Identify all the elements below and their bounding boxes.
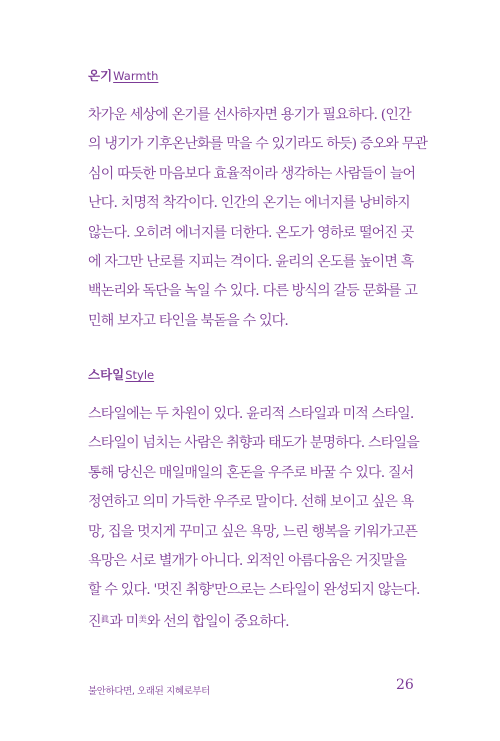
- body-line: 에 자그만 난로를 지피는 격이다. 윤리의 온도를 높이면 흑: [88, 254, 414, 271]
- section-heading: [88, 367, 418, 383]
- heading-korean: 온기: [88, 68, 113, 83]
- heading-english: Warmth: [113, 69, 159, 83]
- body-line: 할 수 있다. '멋진 취향'만으로는 스타일이 완성되지 않는다.: [88, 582, 420, 599]
- text-fragment: 과 미: [109, 613, 139, 630]
- body-line-last: [88, 606, 418, 637]
- body-line: 의 냉기가 기후온난화를 막을 수 있기라도 하듯) 증오와 무관: [88, 136, 428, 153]
- body-line: 민해 보자고 타인을 북돋을 수 있다.: [88, 312, 289, 329]
- section-style: [88, 367, 418, 637]
- section-warmth: [88, 68, 428, 336]
- body-line: 망, 집을 멋지게 꾸미고 싶은 욕망, 느린 행복을 키워가고픈: [88, 523, 418, 540]
- body-line: 정연하고 의미 가득한 우주로 말이다. 선해 보이고 싶은 욕: [88, 494, 414, 511]
- hanja-annotation: 美: [138, 614, 147, 625]
- body-line: 차가운 세상에 온기를 선사하자면 용기가 필요하다. (인간: [88, 107, 411, 123]
- section-heading: [88, 68, 418, 84]
- heading-english: Style: [125, 368, 155, 382]
- body-line: 않는다. 오히려 에너지를 더한다. 온도가 영하로 떨어진 곳: [88, 224, 414, 241]
- body-line: 통해 당신은 매일매일의 혼돈을 우주로 바꿀 수 있다. 질서: [88, 464, 414, 481]
- body-line: 난다. 치명적 착각이다. 인간의 온기는 에너지를 낭비하지: [88, 195, 410, 212]
- section-body: [88, 400, 418, 637]
- body-line: 스타일에는 두 차원이 있다. 윤리적 스타일과 미적 스타일.: [88, 406, 414, 422]
- body-line: 스타일이 넘치는 사람은 취향과 태도가 분명하다. 스타일을: [88, 435, 419, 452]
- hanja-annotation: 眞: [100, 614, 110, 625]
- text-fragment: 와 선의 합일이 중요하다.: [146, 613, 289, 630]
- running-footer-title: 불안하다면, 오래된 지혜로부터: [88, 686, 210, 697]
- section-body: [88, 101, 428, 336]
- text-fragment: 진: [88, 613, 101, 630]
- body-line: 심이 따듯한 마음보다 효율적이라 생각하는 사람들이 늘어: [88, 165, 416, 182]
- page-number: 26: [396, 677, 414, 693]
- body-line: 백논리와 독단을 녹일 수 있다. 다른 방식의 갈등 문화를 고: [88, 283, 418, 300]
- heading-korean: 스타일: [88, 367, 125, 382]
- body-line: 욕망은 서로 별개가 아니다. 외적인 아름다움은 거짓말을: [88, 553, 407, 570]
